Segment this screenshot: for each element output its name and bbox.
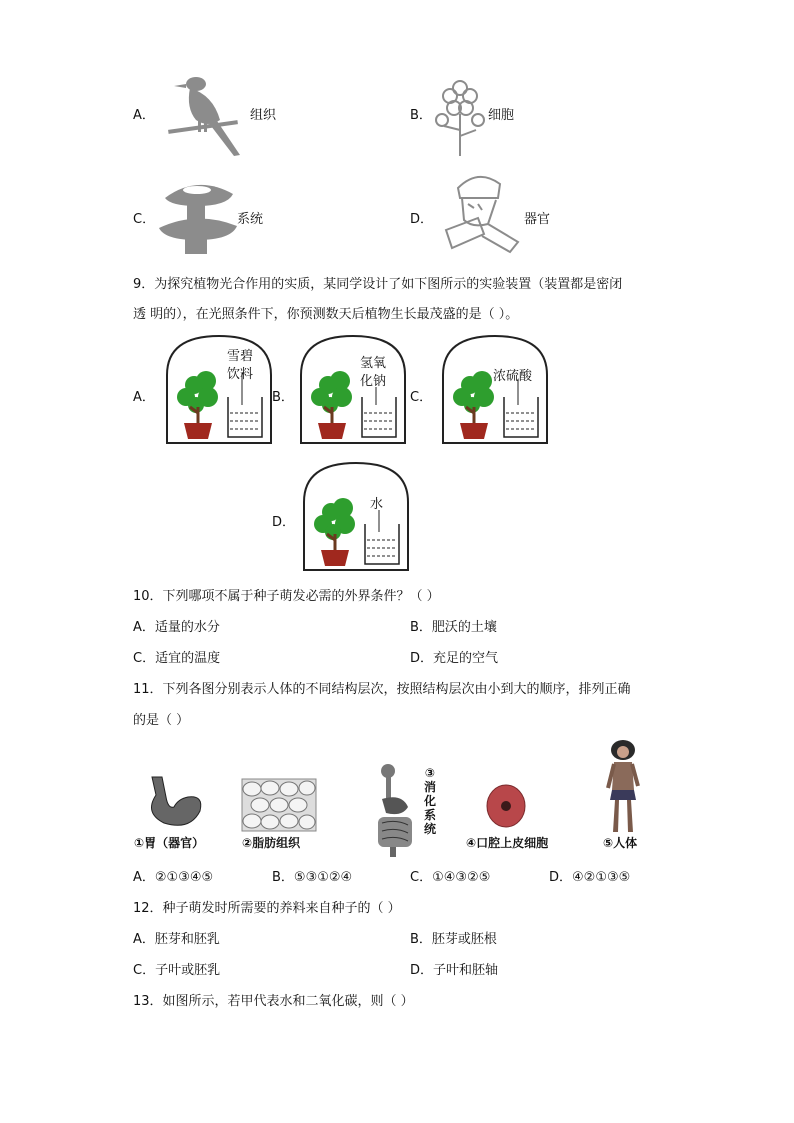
human-body-picture (602, 740, 644, 836)
bell-jar-a (166, 335, 272, 445)
q10-option-c: C．适宜的温度 (133, 651, 221, 666)
plant-icon (311, 371, 352, 439)
q8-option-b-letter: B． (410, 108, 432, 123)
q9-option-b-reagent-2: 化钠 (360, 374, 387, 389)
q11-label-cell: ④口腔上皮细胞 (466, 836, 549, 850)
q11-option-a: A．②①③④⑤ (133, 870, 214, 885)
hand-picture (438, 168, 522, 254)
q12-option-a: A．胚芽和胚乳 (133, 932, 220, 947)
q9-stem-line2: 透 明的），在光照条件下，你预测数天后植物生长最茂盛的是（ ）。 (133, 307, 519, 322)
digestive-system-picture (372, 763, 418, 859)
plant-icon (314, 498, 355, 566)
q9-option-d-letter: D． (272, 515, 296, 530)
q9-stem-line1: 9．为探究植物光合作用的实质，某同学设计了如下图所示的实验装置（装置都是密闭 (133, 277, 623, 292)
stomach-picture (138, 775, 208, 831)
q9-option-c-letter: C． (410, 390, 433, 405)
q12-stem: 12．种子萌发时所需要的养料来自种子的（ ） (133, 901, 401, 916)
q11-label-digestive-char1: 消 (423, 780, 436, 794)
q11-option-d: D．④②①③⑤ (549, 870, 631, 885)
q11-option-c: C．①④③②⑤ (410, 870, 491, 885)
q8-option-a-letter: A． (133, 108, 155, 123)
q11-option-b: B．⑤③①②④ (272, 870, 353, 885)
q11-label-digestive-char2: 化 (423, 794, 436, 808)
bell-jar-c (442, 335, 548, 445)
q12-option-b: B．胚芽或胚根 (410, 932, 497, 947)
bird-picture (158, 70, 248, 160)
q11-label-digestive-char3: 系 (423, 808, 436, 822)
q11-label-digestive-char4: 统 (423, 822, 436, 836)
beaker-icon (228, 373, 262, 437)
q9-option-d-reagent-1: 水 (370, 497, 384, 512)
q9-option-b-reagent-1: 氢氧 (360, 356, 387, 371)
q12-option-d: D．子叶和胚轴 (410, 963, 499, 978)
q13-stem: 13．如图所示，若甲代表水和二氧化碳，则（ ） (133, 994, 414, 1009)
plant-icon (177, 371, 218, 439)
q10-stem: 10．下列哪项不属于种子萌发必需的外界条件？（ ） (133, 589, 440, 604)
q8-option-d-label: 器官 (524, 212, 551, 227)
q11-label-fat-tissue: ②脂肪组织 (242, 836, 301, 850)
q9-option-a-reagent-2: 饮料 (227, 367, 254, 382)
q9-option-a-letter: A． (133, 390, 155, 405)
q12-option-c: C．子叶或胚乳 (133, 963, 221, 978)
plant-icon (453, 371, 494, 439)
q8-option-c-label: 系统 (237, 212, 264, 227)
q11-label-human: ⑤人体 (603, 836, 638, 850)
mushroom-picture (157, 176, 239, 256)
q11-label-digestive-3: ③ (424, 766, 436, 780)
beaker-icon (365, 510, 399, 564)
q10-option-b: B．肥沃的土壤 (410, 620, 497, 635)
beaker-icon (362, 387, 396, 437)
q9-option-a-reagent-1: 雪碧 (227, 349, 254, 364)
q11-stem-line2: 的是（ ） (133, 713, 190, 728)
q11-label-stomach: ①胃（器官） (134, 836, 205, 850)
q8-option-c-letter: C． (133, 212, 156, 227)
epithelial-cell-picture (485, 784, 527, 828)
q8-option-b-label: 细胞 (488, 108, 515, 123)
q10-option-d: D．充足的空气 (410, 651, 499, 666)
fat-tissue-picture (242, 779, 316, 831)
q8-option-d-letter: D． (410, 212, 434, 227)
q9-option-b-letter: B． (272, 390, 294, 405)
q8-option-a-label: 组织 (250, 108, 277, 123)
q9-option-c-reagent-1: 浓硫酸 (493, 369, 533, 384)
q10-option-a: A．适量的水分 (133, 620, 220, 635)
bell-jar-b (300, 335, 406, 445)
q11-stem-line1: 11．下列各图分别表示人体的不同结构层次，按照结构层次由小到大的顺序，排列正确 (133, 682, 631, 697)
beaker-icon (504, 379, 538, 437)
flower-picture (432, 70, 488, 158)
bell-jar-d (303, 462, 409, 572)
